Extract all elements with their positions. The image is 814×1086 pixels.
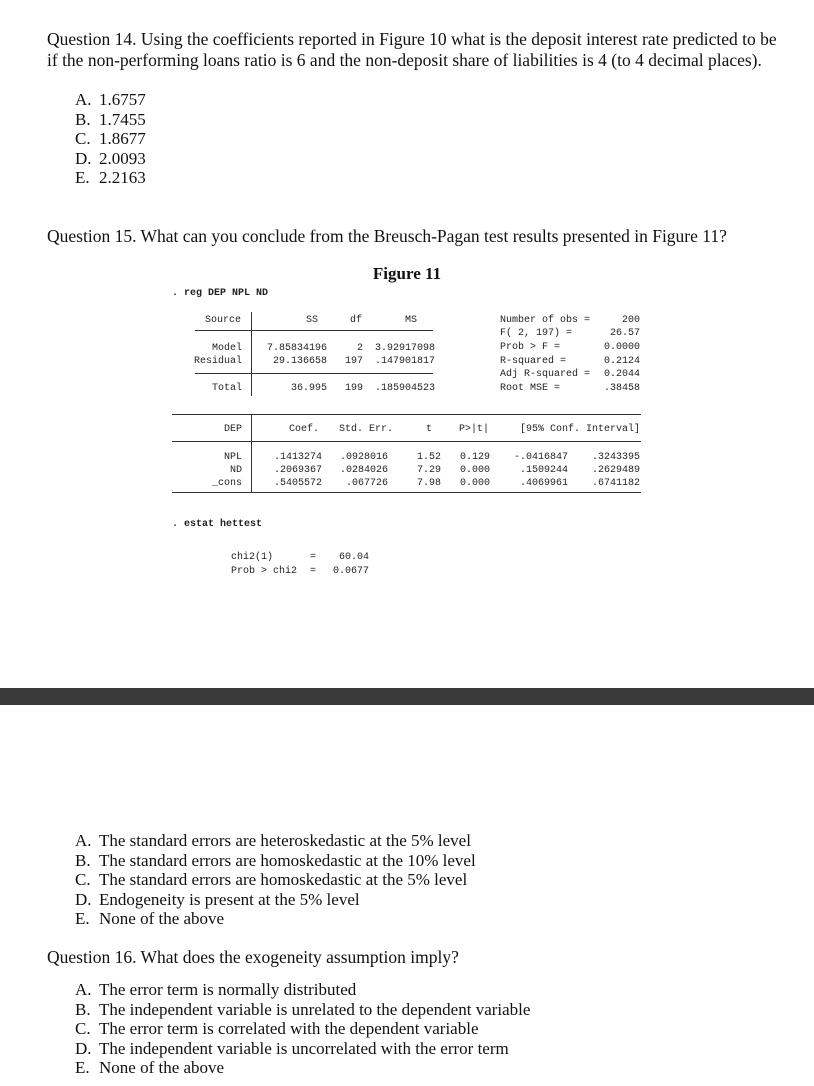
anova-residual-label: Residual	[193, 356, 242, 367]
stat-f-value: 26.57	[609, 328, 640, 339]
anova-residual-df: 197	[344, 356, 363, 367]
coef-header-p: P>|t|	[459, 424, 490, 435]
coef-cons-p: 0.000	[459, 478, 490, 489]
anova-header-ms: MS	[404, 315, 417, 326]
option-14-d: D. 2.0093	[75, 148, 146, 168]
option-16-e: E. None of the above	[75, 1058, 225, 1078]
anova-total-ms: .185904523	[374, 383, 435, 394]
coef-npl-var: NPL	[223, 452, 242, 463]
coef-cons-se: .067726	[345, 478, 388, 489]
anova-rule-top	[195, 330, 433, 331]
option-16-d: D. The independent variable is uncorrelated with the error term	[75, 1038, 509, 1058]
coef-npl-hi: .3243395	[591, 452, 640, 463]
option-16-c: C. The error term is correlated with the dependent variable	[75, 1019, 479, 1039]
coef-nd-lo: .1509244	[519, 465, 568, 476]
coef-rule-header	[172, 441, 641, 442]
anova-residual-ms: .147901817	[374, 356, 435, 367]
option-14-a: A. 1.6757	[75, 90, 146, 109]
option-16-b: B. The independent variable is unrelated to the dependent variable	[75, 999, 531, 1019]
coef-nd-t: 7.29	[416, 465, 441, 476]
coef-cons-t: 7.98	[416, 478, 441, 489]
stat-nobs-label: Number of obs =	[500, 315, 591, 326]
anova-header-source: Source	[205, 315, 242, 326]
stat-adjr2-label: Adj R-squared =	[500, 369, 591, 380]
hettest-prob-value: 0.0677	[333, 566, 370, 577]
option-15-a: A. The standard errors are heteroskedastic at the 5% level	[75, 831, 471, 850]
coef-header-t: t	[425, 424, 432, 435]
option-15-e: E. None of the above	[75, 909, 225, 929]
option-14-c: C. 1.8677	[75, 129, 146, 149]
stat-nobs-value: 200	[621, 315, 640, 326]
coef-npl-se: .0928016	[339, 452, 388, 463]
coef-cons-hi: .6741182	[591, 478, 640, 489]
coef-rule-top	[172, 414, 641, 415]
hettest-chi2-label: chi2(1)	[231, 552, 274, 563]
command-reg: . reg DEP NPL ND	[172, 288, 269, 299]
question-16-options	[75, 980, 530, 1078]
anova-header-ss: SS	[305, 315, 318, 326]
stat-r2-label: R-squared =	[500, 356, 567, 367]
coef-cons-lo: .4069961	[519, 478, 568, 489]
anova-residual-ss: 29.136658	[272, 356, 327, 367]
coef-nd-se: .0284026	[339, 465, 388, 476]
coef-nd-coef: .2069367	[273, 465, 322, 476]
hettest-chi2-value: 60.04	[339, 552, 370, 563]
coef-header-se: Std. Err.	[339, 424, 394, 435]
stat-rmse-label: Root MSE =	[500, 383, 561, 394]
coef-rule-bottom	[172, 492, 641, 493]
anova-separator	[251, 312, 252, 396]
coef-cons-coef: .5405572	[273, 478, 322, 489]
coef-npl-t: 1.52	[416, 452, 441, 463]
coef-separator	[251, 414, 252, 492]
hettest-prob-label: Prob > chi2	[231, 566, 298, 577]
coef-header-ci: [95% Conf. Interval]	[520, 424, 641, 435]
coef-npl-coef: .1413274	[273, 452, 322, 463]
figure-title: Figure 11	[372, 264, 442, 283]
question-14-options	[75, 90, 146, 188]
anova-model-label: Model	[211, 343, 242, 354]
question-15-text: Question 15. What can you conclude from the Breusch-Pagan test results presented in Figure 11?	[47, 226, 727, 246]
coef-cons-var: _cons	[211, 478, 242, 489]
coef-npl-lo: -.0416847	[513, 452, 568, 463]
stat-probf-label: Prob > F =	[500, 342, 561, 353]
anova-total-label: Total	[211, 383, 242, 394]
anova-rule-total	[195, 373, 433, 374]
coef-nd-p: 0.000	[459, 465, 490, 476]
coef-npl-p: 0.129	[459, 452, 490, 463]
anova-total-df: 199	[344, 383, 363, 394]
option-15-d: D. Endogeneity is present at the 5% level	[75, 889, 360, 909]
coef-header-dep: DEP	[223, 424, 242, 435]
coef-nd-hi: .2629489	[591, 465, 640, 476]
option-14-e: E. 2.2163	[75, 168, 146, 188]
coef-header-coef: Coef.	[288, 424, 319, 435]
anova-header-df: df	[349, 315, 362, 326]
option-14-b: B. 1.7455	[75, 109, 146, 129]
stat-f-label: F( 2, 197) =	[500, 328, 573, 339]
question-15-options	[75, 831, 476, 929]
anova-model-ss: 7.85834196	[266, 343, 327, 354]
stat-adjr2-value: 0.2044	[603, 369, 640, 380]
option-15-b: B. The standard errors are homoskedastic at the 10% level	[75, 850, 476, 870]
option-16-a: A. The error term is normally distributed	[75, 980, 357, 999]
question-14-line-2: if the non-performing loans ratio is 6 and the non-deposit share of liabilities is 4 (to 4 decimal places).	[47, 50, 762, 70]
hettest-chi2-eq: =	[310, 552, 317, 563]
coef-nd-var: ND	[229, 465, 242, 476]
question-16-text: Question 16. What does the exogeneity assumption imply?	[47, 947, 459, 967]
stat-r2-value: 0.2124	[603, 356, 640, 367]
anova-model-ms: 3.92917098	[374, 343, 435, 354]
stat-rmse-value: .38458	[603, 383, 640, 394]
anova-total-ss: 36.995	[290, 383, 327, 394]
hettest-prob-eq: =	[310, 566, 317, 577]
question-14-line-1: Question 14. Using the coefficients reported in Figure 10 what is the deposit interest rate predicted to be	[47, 29, 777, 49]
option-15-c: C. The standard errors are homoskedastic at the 5% level	[75, 870, 468, 890]
command-hettest: . estat hettest	[172, 519, 263, 530]
stat-probf-value: 0.0000	[603, 342, 640, 353]
page-divider	[0, 688, 814, 705]
anova-model-df: 2	[356, 343, 363, 354]
